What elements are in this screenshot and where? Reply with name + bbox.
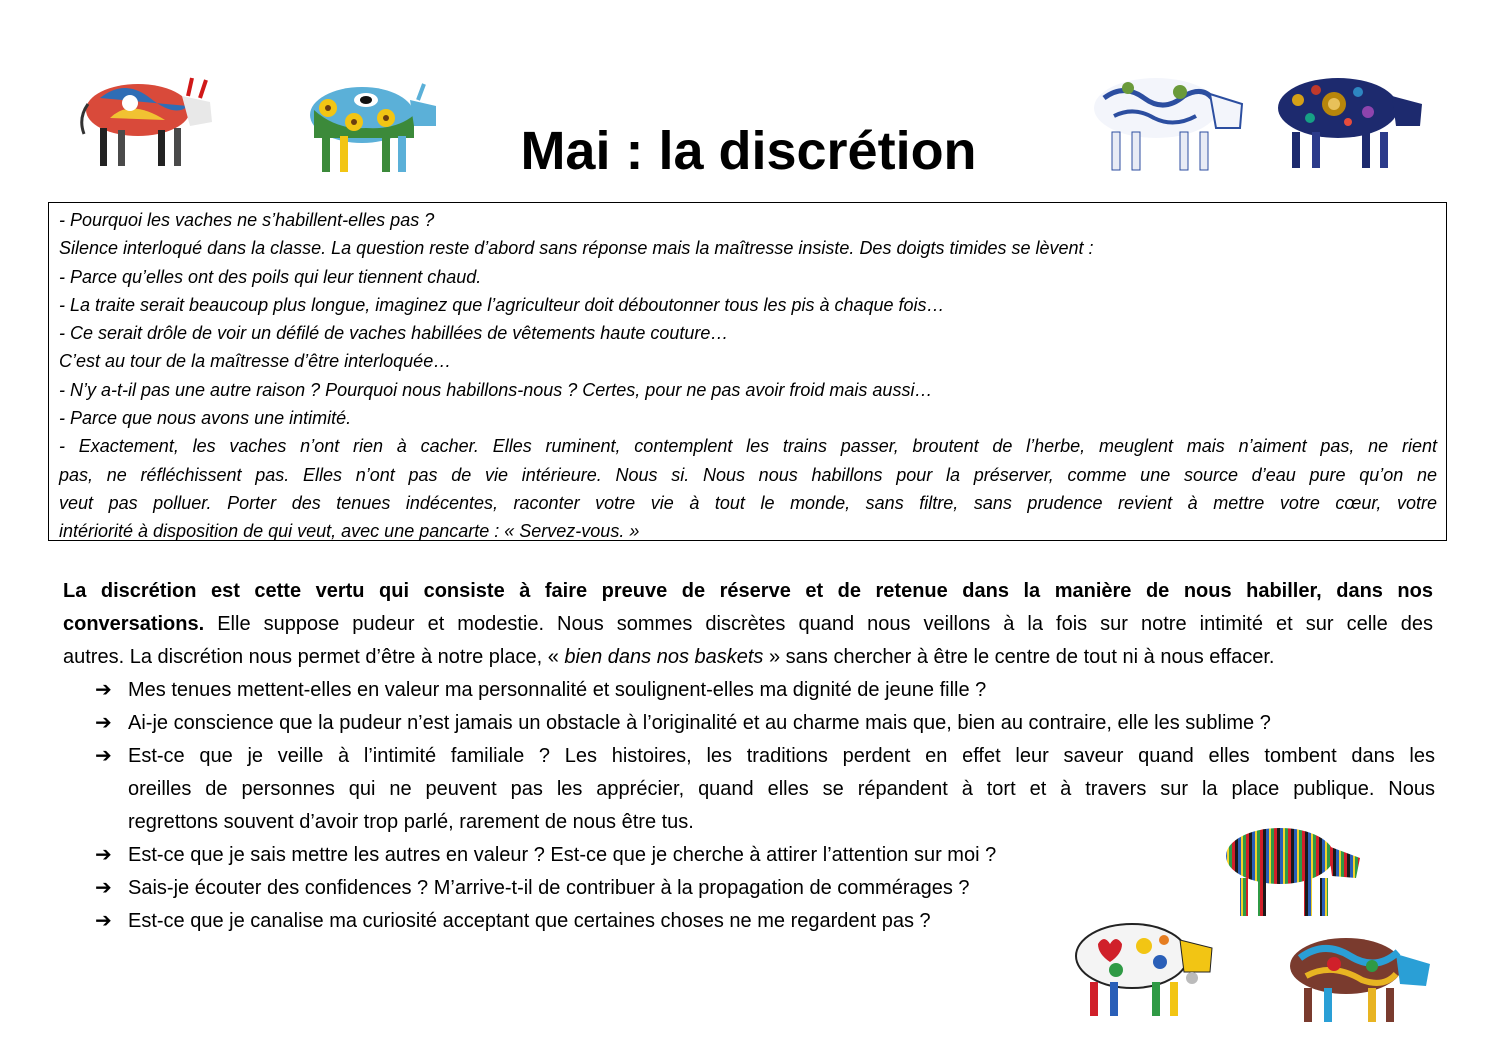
dialogue-line: intériorité à disposition de qui veut, avec une pancarte : « Servez-vous. » bbox=[59, 521, 640, 542]
dialogue-line: - Parce qu’elles ont des poils qui leur tiennent chaud. bbox=[59, 266, 482, 287]
question-text: Mes tenues mettent-elles en valeur ma personnalité et soulignent-elles ma dignité de jeune fille ? bbox=[128, 679, 987, 701]
dialogue-line: veut pas polluer. Porter des tenues indécentes, raconter votre vie à tout le monde, sans filtre, sans prudence revient à mettre votre cœur, votre bbox=[59, 492, 1437, 513]
question-text: regrettons souvent d’avoir trop parlé, rarement de nous être tus. bbox=[128, 811, 694, 833]
definition-text: Elle suppose pudeur et modestie. Nous sommes discrètes quand nous veillons à la fois sur notre intimité et sur celle des bbox=[204, 613, 1433, 635]
question-text: Est-ce que je sais mettre les autres en valeur ? Est-ce que je cherche à attirer l’attention sur moi ? bbox=[128, 844, 997, 866]
definition-bold: conversations. bbox=[63, 613, 205, 635]
page-title: Mai : la discrétion bbox=[520, 121, 977, 181]
question-item bbox=[95, 905, 1435, 938]
question-item bbox=[95, 872, 1435, 905]
dialogue-box bbox=[48, 202, 1447, 541]
arrow-icon: ➔ bbox=[95, 679, 112, 701]
arrow-icon: ➔ bbox=[95, 844, 112, 866]
question-item bbox=[95, 674, 1435, 707]
definition-text: » sans chercher à être le centre de tout ni à nous effacer. bbox=[763, 646, 1275, 668]
definition-line bbox=[63, 641, 1433, 674]
arrow-icon: ➔ bbox=[95, 712, 112, 734]
dialogue-line: C’est au tour de la maîtresse d’être interloquée… bbox=[59, 351, 452, 372]
dialogue-line: - N’y a-t-il pas une autre raison ? Pourquoi nous habillons-nous ? Certes, pour ne pas avoir froid mais aussi… bbox=[59, 379, 933, 400]
question-text: Sais-je écouter des confidences ? M’arrive-t-il de contribuer à la propagation de commérages ? bbox=[128, 877, 970, 899]
arrow-icon: ➔ bbox=[95, 910, 112, 932]
dialogue-line: - Parce que nous avons une intimité. bbox=[59, 408, 352, 429]
dialogue-line: - Exactement, les vaches n’ont rien à cacher. Elles ruminent, contemplent les trains passer, broutent de l’herbe, meuglent mais n’aiment pas, ne rient bbox=[59, 436, 1437, 457]
question-item bbox=[95, 707, 1435, 740]
dialogue-line: - La traite serait beaucoup plus longue, imaginez que l’agriculteur doit déboutonner tous les pis à chaque fois… bbox=[59, 294, 945, 315]
question-text: Est-ce que je canalise ma curiosité acceptant que certaines choses ne me regardent pas ? bbox=[128, 910, 931, 932]
definition-line bbox=[63, 608, 1433, 641]
definition-paragraph bbox=[63, 575, 1433, 674]
question-item bbox=[95, 740, 1435, 839]
question-item bbox=[95, 839, 1435, 872]
dialogue-line: - Ce serait drôle de voir un défilé de vaches habillées de vêtements haute couture… bbox=[59, 323, 729, 344]
definition-line bbox=[63, 575, 1433, 608]
dialogue-line: Silence interloqué dans la classe. La question reste d’abord sans réponse mais la maîtresse insiste. Des doigts timides se lèvent : bbox=[59, 238, 1094, 259]
arrow-icon: ➔ bbox=[95, 745, 112, 767]
question-text: Ai-je conscience que la pudeur n’est jamais un obstacle à l’originalité et au charme mais que, bien au contraire, elle les sublime ? bbox=[128, 712, 1271, 734]
questions-list bbox=[95, 674, 1435, 938]
dialogue-line: pas, ne réfléchissent pas. Elles n’ont pas de vie intérieure. Nous si. Nous nous habillons pour la préserver, comme une source d’eau pure qu’on ne bbox=[59, 464, 1437, 485]
arrow-icon: ➔ bbox=[95, 877, 112, 899]
definition-text: autres. La discrétion nous permet d’être à notre place, « bbox=[63, 646, 565, 668]
definition-italic: bien dans nos baskets bbox=[564, 646, 764, 668]
dialogue-line: - Pourquoi les vaches ne s’habillent-elles pas ? bbox=[59, 210, 435, 230]
question-text: Est-ce que je veille à l’intimité familiale ? Les histoires, les traditions perdent en effet leur saveur quand elles tombent dans les bbox=[128, 745, 1435, 767]
definition-bold: La discrétion est cette vertu qui consiste à faire preuve de réserve et de retenue dans la manière de nous habiller, dans nos bbox=[63, 580, 1433, 602]
question-text: oreilles de personnes qui ne peuvent pas les apprécier, quand elles se répandent à tort et à travers sur la place publique. Nous bbox=[128, 778, 1435, 800]
